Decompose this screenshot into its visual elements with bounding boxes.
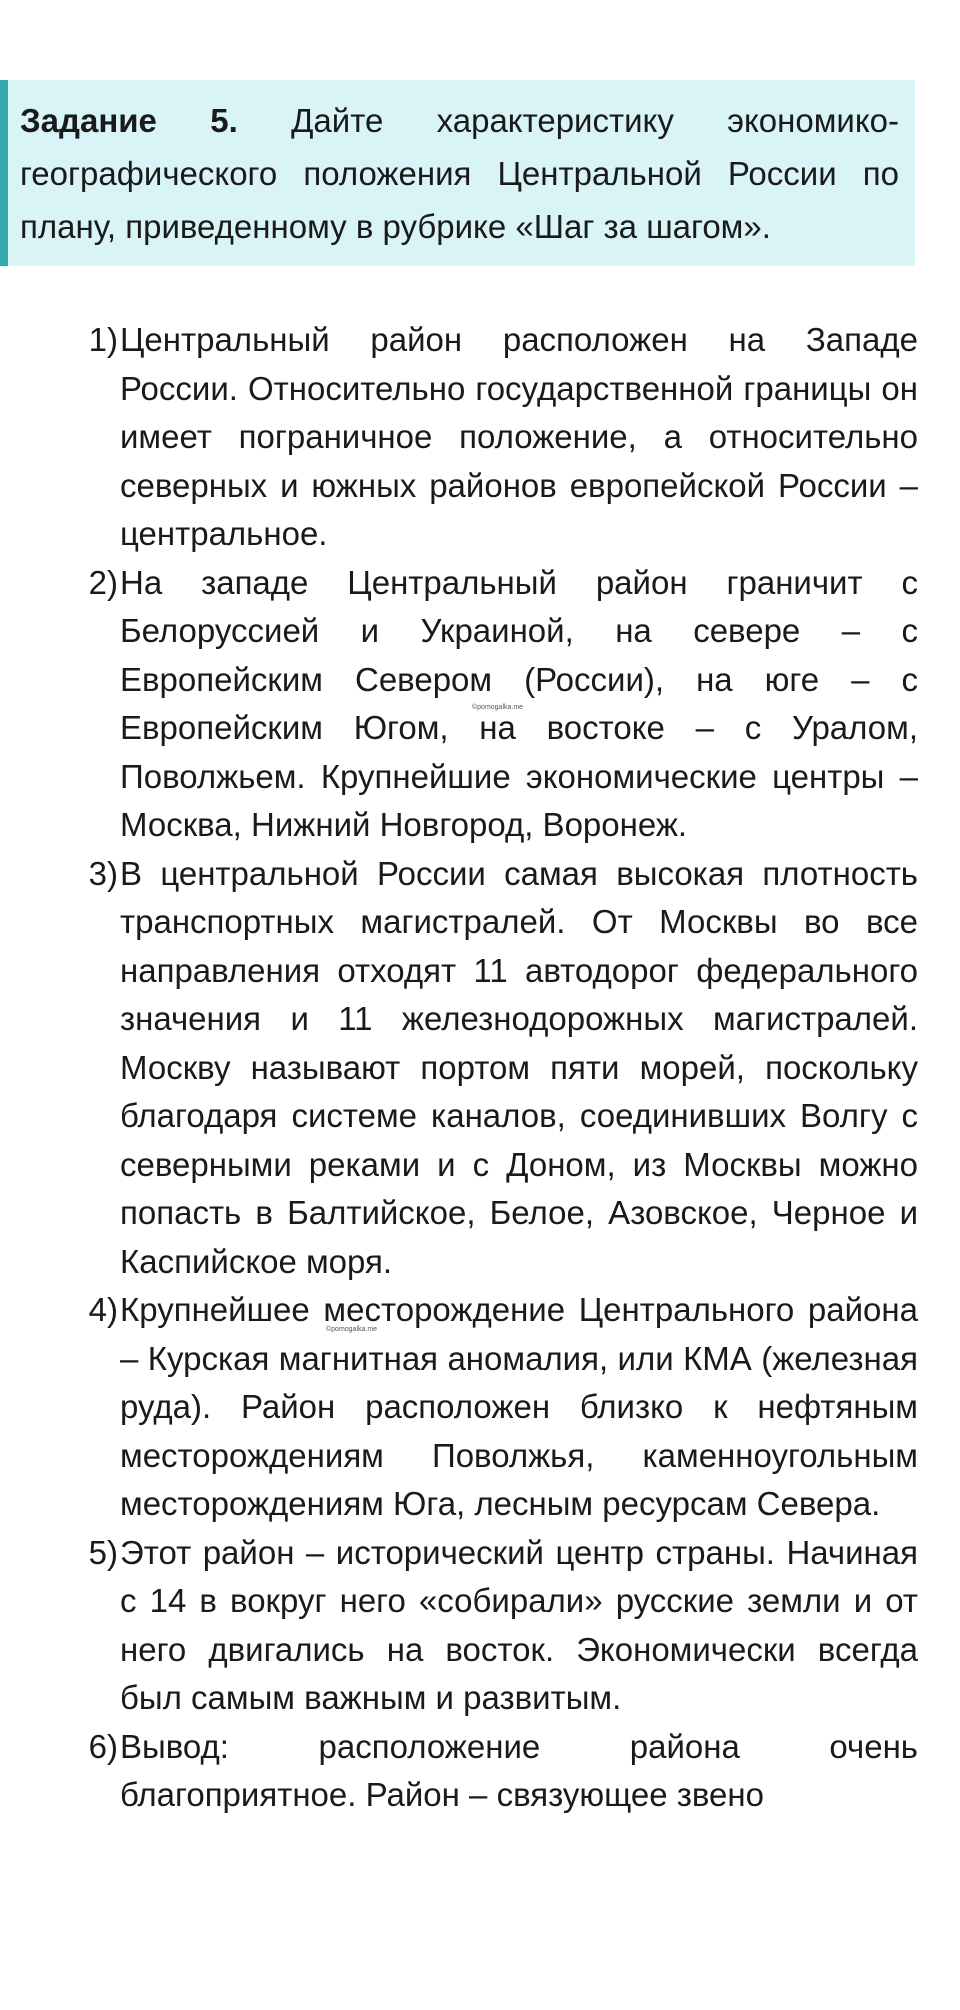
task-text: Дайте характеристику экономико-географического положения Центральной России по плану, приведенному в рубрике «Шаг за шагом». bbox=[20, 102, 900, 245]
task-box bbox=[0, 80, 915, 266]
task-title: Задание 5. bbox=[20, 102, 238, 139]
watermark: ©pomogalka.me bbox=[326, 1326, 378, 1333]
list-item bbox=[80, 316, 918, 559]
item-text: Центральный район расположен на Западе России. Относительно государственной границы он имеет пограничное положение, а относительно северных и южных районов европейской России – центральное. bbox=[120, 321, 918, 552]
item-number: 2) bbox=[88, 563, 118, 601]
list-item bbox=[80, 1286, 918, 1529]
item-number: 4) bbox=[88, 1291, 118, 1328]
item-text: Вывод: расположение района очень благоприятное. Район – связующее звено bbox=[120, 1727, 918, 1813]
item-text: Крупнейшее месторождение Центрального района – Курская магнитная аномалия, или КМА (железная руда). Район расположен близко к нефтяным месторождениям Поволжья, каменноугольным месторождениям Юга, лесным ресурсам Севера. bbox=[120, 1291, 918, 1522]
item-number: 3) bbox=[88, 854, 118, 892]
list-item bbox=[80, 1529, 918, 1723]
list-item bbox=[80, 850, 918, 1287]
item-number: 1) bbox=[88, 321, 118, 358]
item-text: Этот район – исторический центр страны. Начиная с 14 в вокруг него «собирали» русские земли и от него двигались на восток. Экономически всегда был самым важным и развитым. bbox=[120, 1533, 918, 1716]
item-text: В центральной России самая высокая плотность транспортных магистралей. От Москвы во все направления отходят 11 автодорог федерального значения и 11 железнодорожных магистралей. Москву называют портом пяти морей, поскольку благодаря системе каналов, соединивших Волгу с северными реками и с Доном, из Москвы можно попасть в Балтийское, Белое, Азовское, Черное и Каспийское моря. bbox=[120, 854, 918, 1280]
watermark: ©pomogalka.me bbox=[472, 704, 524, 711]
item-text: На западе Центральный район граничит с Белоруссией и Украиной, на севере – с Европейским Севером (России), на юге – с Европейским Югом, на востоке – с Уралом, Поволжьем. Крупнейшие экономические центры – Москва, Нижний Новгород, Воронеж. bbox=[120, 563, 918, 843]
item-number: 6) bbox=[88, 1727, 118, 1765]
list-item bbox=[80, 1723, 918, 1820]
answer-list bbox=[80, 316, 918, 1820]
item-number: 5) bbox=[88, 1533, 118, 1571]
